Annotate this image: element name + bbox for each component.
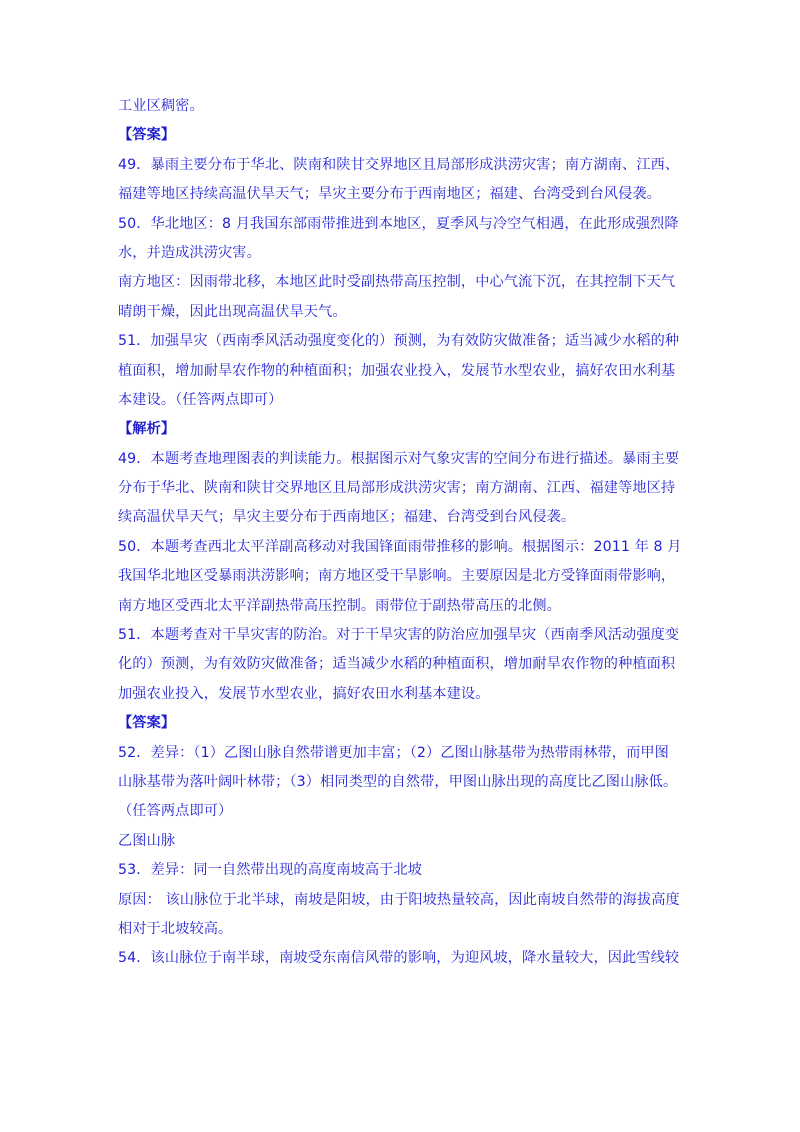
text-line: （任答两点即可） — [118, 803, 233, 820]
text-line: 50．本题考查西北太平洋副高移动对我国锋面雨带推移的影响。根据图示：2011 年 8 月 — [118, 538, 682, 555]
text-line: 加强农业投入，发展节水型农业，搞好农田水利基本建设。 — [118, 685, 490, 702]
text-line: 南方地区：因雨带北移，本地区此时受副热带高压控制，中心气流下沉，在其控制下天气 — [118, 274, 676, 291]
text-line: 51．本题考查对干旱灾害的防治。对于干旱灾害的防治应加强旱灾（西南季风活动强度变 — [118, 627, 680, 644]
text-line: 原因： 该山脉位于北半球，南坡是阳坡，由于阳坡热量较高，因此南坡自然带的海拔高度 — [118, 891, 680, 908]
text-line: 49．暴雨主要分布于华北、陕南和陕甘交界地区且局部形成洪涝灾害；南方湖南、江西、 — [118, 156, 680, 173]
text-line: 50．华北地区：8 月我国东部雨带推进到本地区，夏季风与冷空气相遇，在此形成强烈降 — [118, 215, 679, 232]
text-line: 本建设。（任答两点即可） — [118, 391, 283, 408]
text-line: 51．加强旱灾（西南季风活动强度变化的）预测，为有效防灾做准备；适当减少水稻的种 — [118, 333, 680, 350]
text-line: 乙图山脉 — [118, 832, 176, 849]
text-line: 54．该山脉位于南半球，南坡受东南信风带的影响，为迎风坡，降水量较大，因此雪线较 — [118, 950, 680, 967]
text-line: 分布于华北、陕南和陕甘交界地区且局部形成洪涝灾害；南方湖南、江西、福建等地区持 — [118, 480, 676, 497]
text-line: 晴朗干燥，因此出现高温伏旱天气。 — [118, 303, 347, 320]
text-line: 53．差异：同一自然带出现的高度南坡高于北坡 — [118, 862, 423, 879]
text-line: 化的）预测，为有效防灾做准备；适当减少水稻的种植面积，增加耐旱农作物的种植面积 — [118, 656, 676, 673]
text-line: 相对于北坡较高。 — [118, 920, 233, 937]
text-line: 植面积，增加耐旱农作物的种植面积；加强农业投入，发展节水型农业，搞好农田水利基 — [118, 362, 676, 379]
text-line: 山脉基带为落叶阔叶林带；（3）相同类型的自然带，甲图山脉出现的高度比乙图山脉低。 — [118, 773, 678, 790]
analysis-heading: 【解析】 — [118, 421, 176, 438]
text-line: 南方地区受西北太平洋副热带高压控制。雨带位于副热带高压的北侧。 — [118, 597, 561, 614]
document-page — [118, 92, 698, 974]
text-line: 水，并造成洪涝灾害。 — [118, 244, 261, 261]
text-line: 福建等地区持续高温伏旱天气；旱灾主要分布于西南地区；福建、台湾受到台风侵袭。 — [118, 186, 661, 203]
text-line: 工业区稠密。 — [118, 98, 204, 114]
text-line: 52．差异：（1）乙图山脉自然带谱更加丰富；（2）乙图山脉基带为热带雨林带，而甲图 — [118, 744, 669, 761]
answer-heading: 【答案】 — [118, 127, 176, 144]
text-line: 49．本题考查地理图表的判读能力。根据图示对气象灾害的空间分布进行描述。暴雨主要 — [118, 450, 680, 467]
text-line: 我国华北地区受暴雨洪涝影响；南方地区受干旱影响。主要原因是北方受锋面雨带影响， — [118, 568, 676, 585]
text-line: 续高温伏旱天气；旱灾主要分布于西南地区；福建、台湾受到台风侵袭。 — [118, 509, 576, 526]
answer-heading: 【答案】 — [118, 715, 176, 732]
